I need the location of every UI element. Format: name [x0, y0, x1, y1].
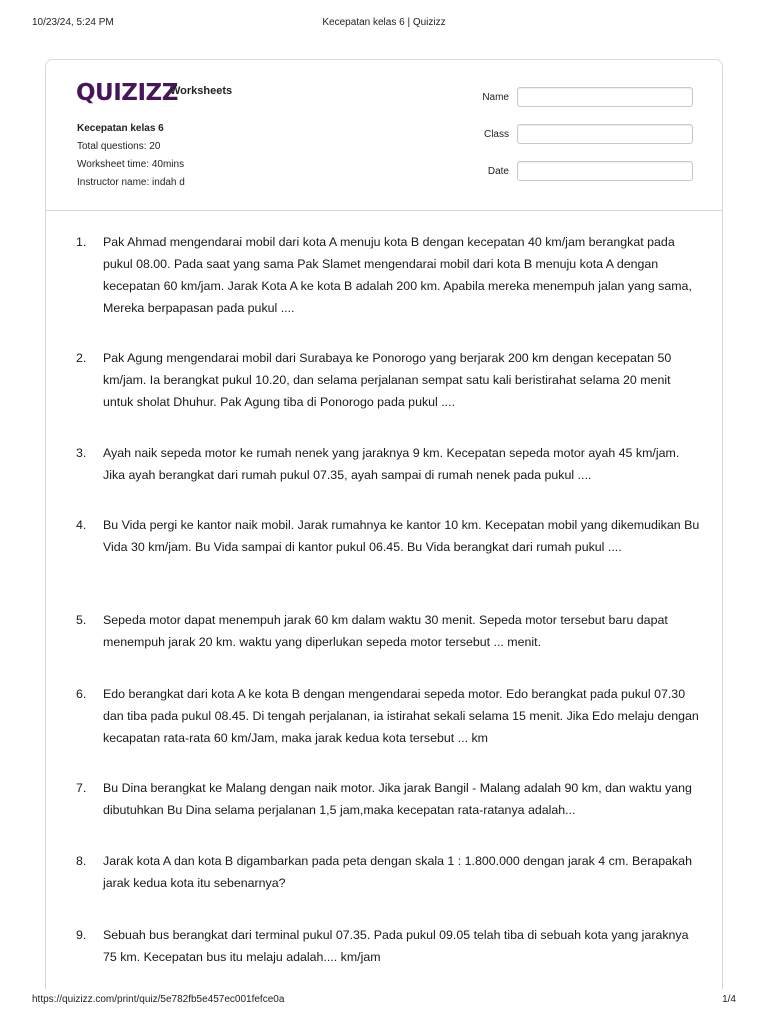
question-number: 5.: [76, 613, 87, 627]
logo-wordmark: QUIZIZZ: [76, 80, 178, 106]
quizizz-logo: [76, 80, 178, 106]
name-field[interactable]: [517, 87, 693, 107]
question-text: Ayah naik sepeda motor ke rumah nenek yang jaraknya 9 km. Kecepatan sepeda motor ayah 45 km/jam. Jika ayah berangkat dari rumah pukul 07.35, ayah sampai di rumah nenek pada pukul ....: [103, 446, 680, 482]
question-item: [76, 609, 702, 653]
product-label: Worksheets: [170, 85, 233, 97]
question-text: Sepeda motor dapat menempuh jarak 60 km dalam waktu 30 menit. Sepeda motor tersebut baru dapat menempuh jarak 20 km. waktu yang diperlukan sepeda motor tersebut ... menit.: [103, 613, 668, 649]
question-number: 8.: [76, 854, 87, 868]
total-questions: Total questions: 20: [77, 141, 161, 152]
class-field[interactable]: [517, 124, 693, 144]
page-number: 1/4: [722, 994, 736, 1005]
question-number: 4.: [76, 518, 87, 532]
print-url: https://quizizz.com/print/quiz/5e782fb5e457ec001fefce0a: [32, 994, 285, 1005]
question-number: 2.: [76, 351, 87, 365]
print-page-title: Kecepatan kelas 6 | Quizizz: [322, 17, 446, 28]
question-text: Bu Dina berangkat ke Malang dengan naik motor. Jika jarak Bangil - Malang adalah 90 km, dan waktu yang dibutuhkan Bu Dina selama perjalanan 1,5 jam,maka kecepatan rata-ratanya adalah...: [103, 781, 692, 817]
date-label: Date: [487, 166, 509, 177]
print-datetime: 10/23/24, 5:24 PM: [32, 17, 114, 28]
question-number: 1.: [76, 235, 87, 249]
worksheet-title: Kecepatan kelas 6: [77, 123, 164, 134]
question-item: [76, 347, 702, 413]
print-header: [32, 17, 736, 31]
question-item: [76, 514, 702, 558]
question-item: [76, 777, 702, 821]
question-text: Edo berangkat dari kota A ke kota B dengan mengendarai sepeda motor. Edo berangkat pada pukul 07.30 dan tiba pada pukul 08.45. Di tengah perjalanan, ia istirahat sekali selama 15 menit. Jika Edo melaju dengan kecapatan rata-rata 60 km/Jam, maka jarak kedua kota tersebut ... km: [103, 687, 699, 745]
question-text: Pak Ahmad mengendarai mobil dari kota A menuju kota B dengan kecepatan 40 km/jam berangkat pada pukul 08.00. Pada saat yang sama Pak Slamet mengendarai mobil dari kota B menuju kota A dengan kecepatan 60 km/jam. Jarak Kota A ke kota B adalah 200 km. Apabila mereka menempuh jalan yang sama, Mereka berpapasan pada pukul ....: [103, 235, 692, 315]
question-number: 9.: [76, 928, 87, 942]
name-label: Name: [482, 92, 509, 103]
question-number: 7.: [76, 781, 87, 795]
question-number: 6.: [76, 687, 87, 701]
question-number: 3.: [76, 446, 87, 460]
worksheet-info: [77, 120, 185, 192]
worksheet-sheet: [45, 59, 723, 989]
question-item: [76, 683, 702, 749]
question-item: [76, 442, 702, 486]
question-text: Pak Agung mengendarai mobil dari Surabaya ke Ponorogo yang berjarak 200 km dengan kecepatan 50 km/jam. Ia berangkat pukul 10.20, dan selama perjalanan sempat satu kali beristirahat selama 20 menit untuk sholat Dhuhur. Pak Agung tiba di Ponorogo pada pukul ....: [103, 351, 672, 409]
question-item: [76, 850, 702, 894]
worksheet-header: [46, 60, 722, 211]
question-item: [76, 231, 702, 319]
worksheet-time: Worksheet time: 40mins: [77, 159, 185, 170]
question-text: Jarak kota A dan kota B digambarkan pada peta dengan skala 1 : 1.800.000 dengan jarak 4 cm. Berapakah jarak kedua kota itu sebenarnya?: [103, 854, 692, 890]
instructor-name: Instructor name: indah d: [77, 177, 185, 188]
question-text: Sebuah bus berangkat dari terminal pukul 07.35. Pada pukul 09.05 telah tiba di sebuah kota yang jaraknya 75 km. Kecepatan bus itu melaju adalah.... km/jam: [103, 928, 689, 964]
question-text: Bu Vida pergi ke kantor naik mobil. Jarak rumahnya ke kantor 10 km. Kecepatan mobil yang dikemudikan Bu Vida 30 km/jam. Bu Vida sampai di kantor pukul 06.45. Bu Vida berangkat dari rumah pukul ....: [103, 518, 700, 554]
print-footer: [32, 994, 736, 1008]
class-label: Class: [483, 129, 509, 140]
date-field[interactable]: [517, 161, 693, 181]
question-item: [76, 924, 702, 968]
